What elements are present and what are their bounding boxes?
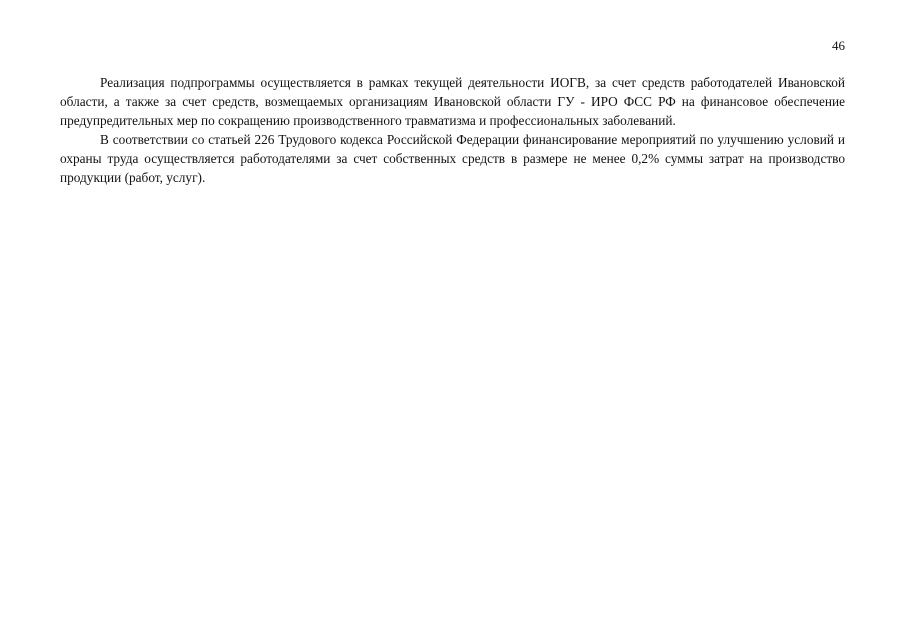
document-body [60, 73, 845, 187]
paragraph-funding-sources: Реализация подпрограммы осуществляется в рамках текущей деятельности ИОГВ, за счет средств работодателей Ивановской области, а также за счет средств, возмещаемых организациям Ивановской области ГУ - ИРО ФСС РФ на финансовое обеспечение предупредительных мер по сокращению производственного травматизма и профессиональных заболеваний. [60, 75, 845, 128]
page-number: 46 [832, 38, 845, 53]
paragraph-labor-code: В соответствии со статьей 226 Трудового кодекса Российской Федерации финансирование мероприятий по улучшению условий и охраны труда осуществляется работодателями за счет собственных средств в размере не менее 0,2% суммы затрат на производство продукции (работ, услуг). [60, 132, 845, 185]
